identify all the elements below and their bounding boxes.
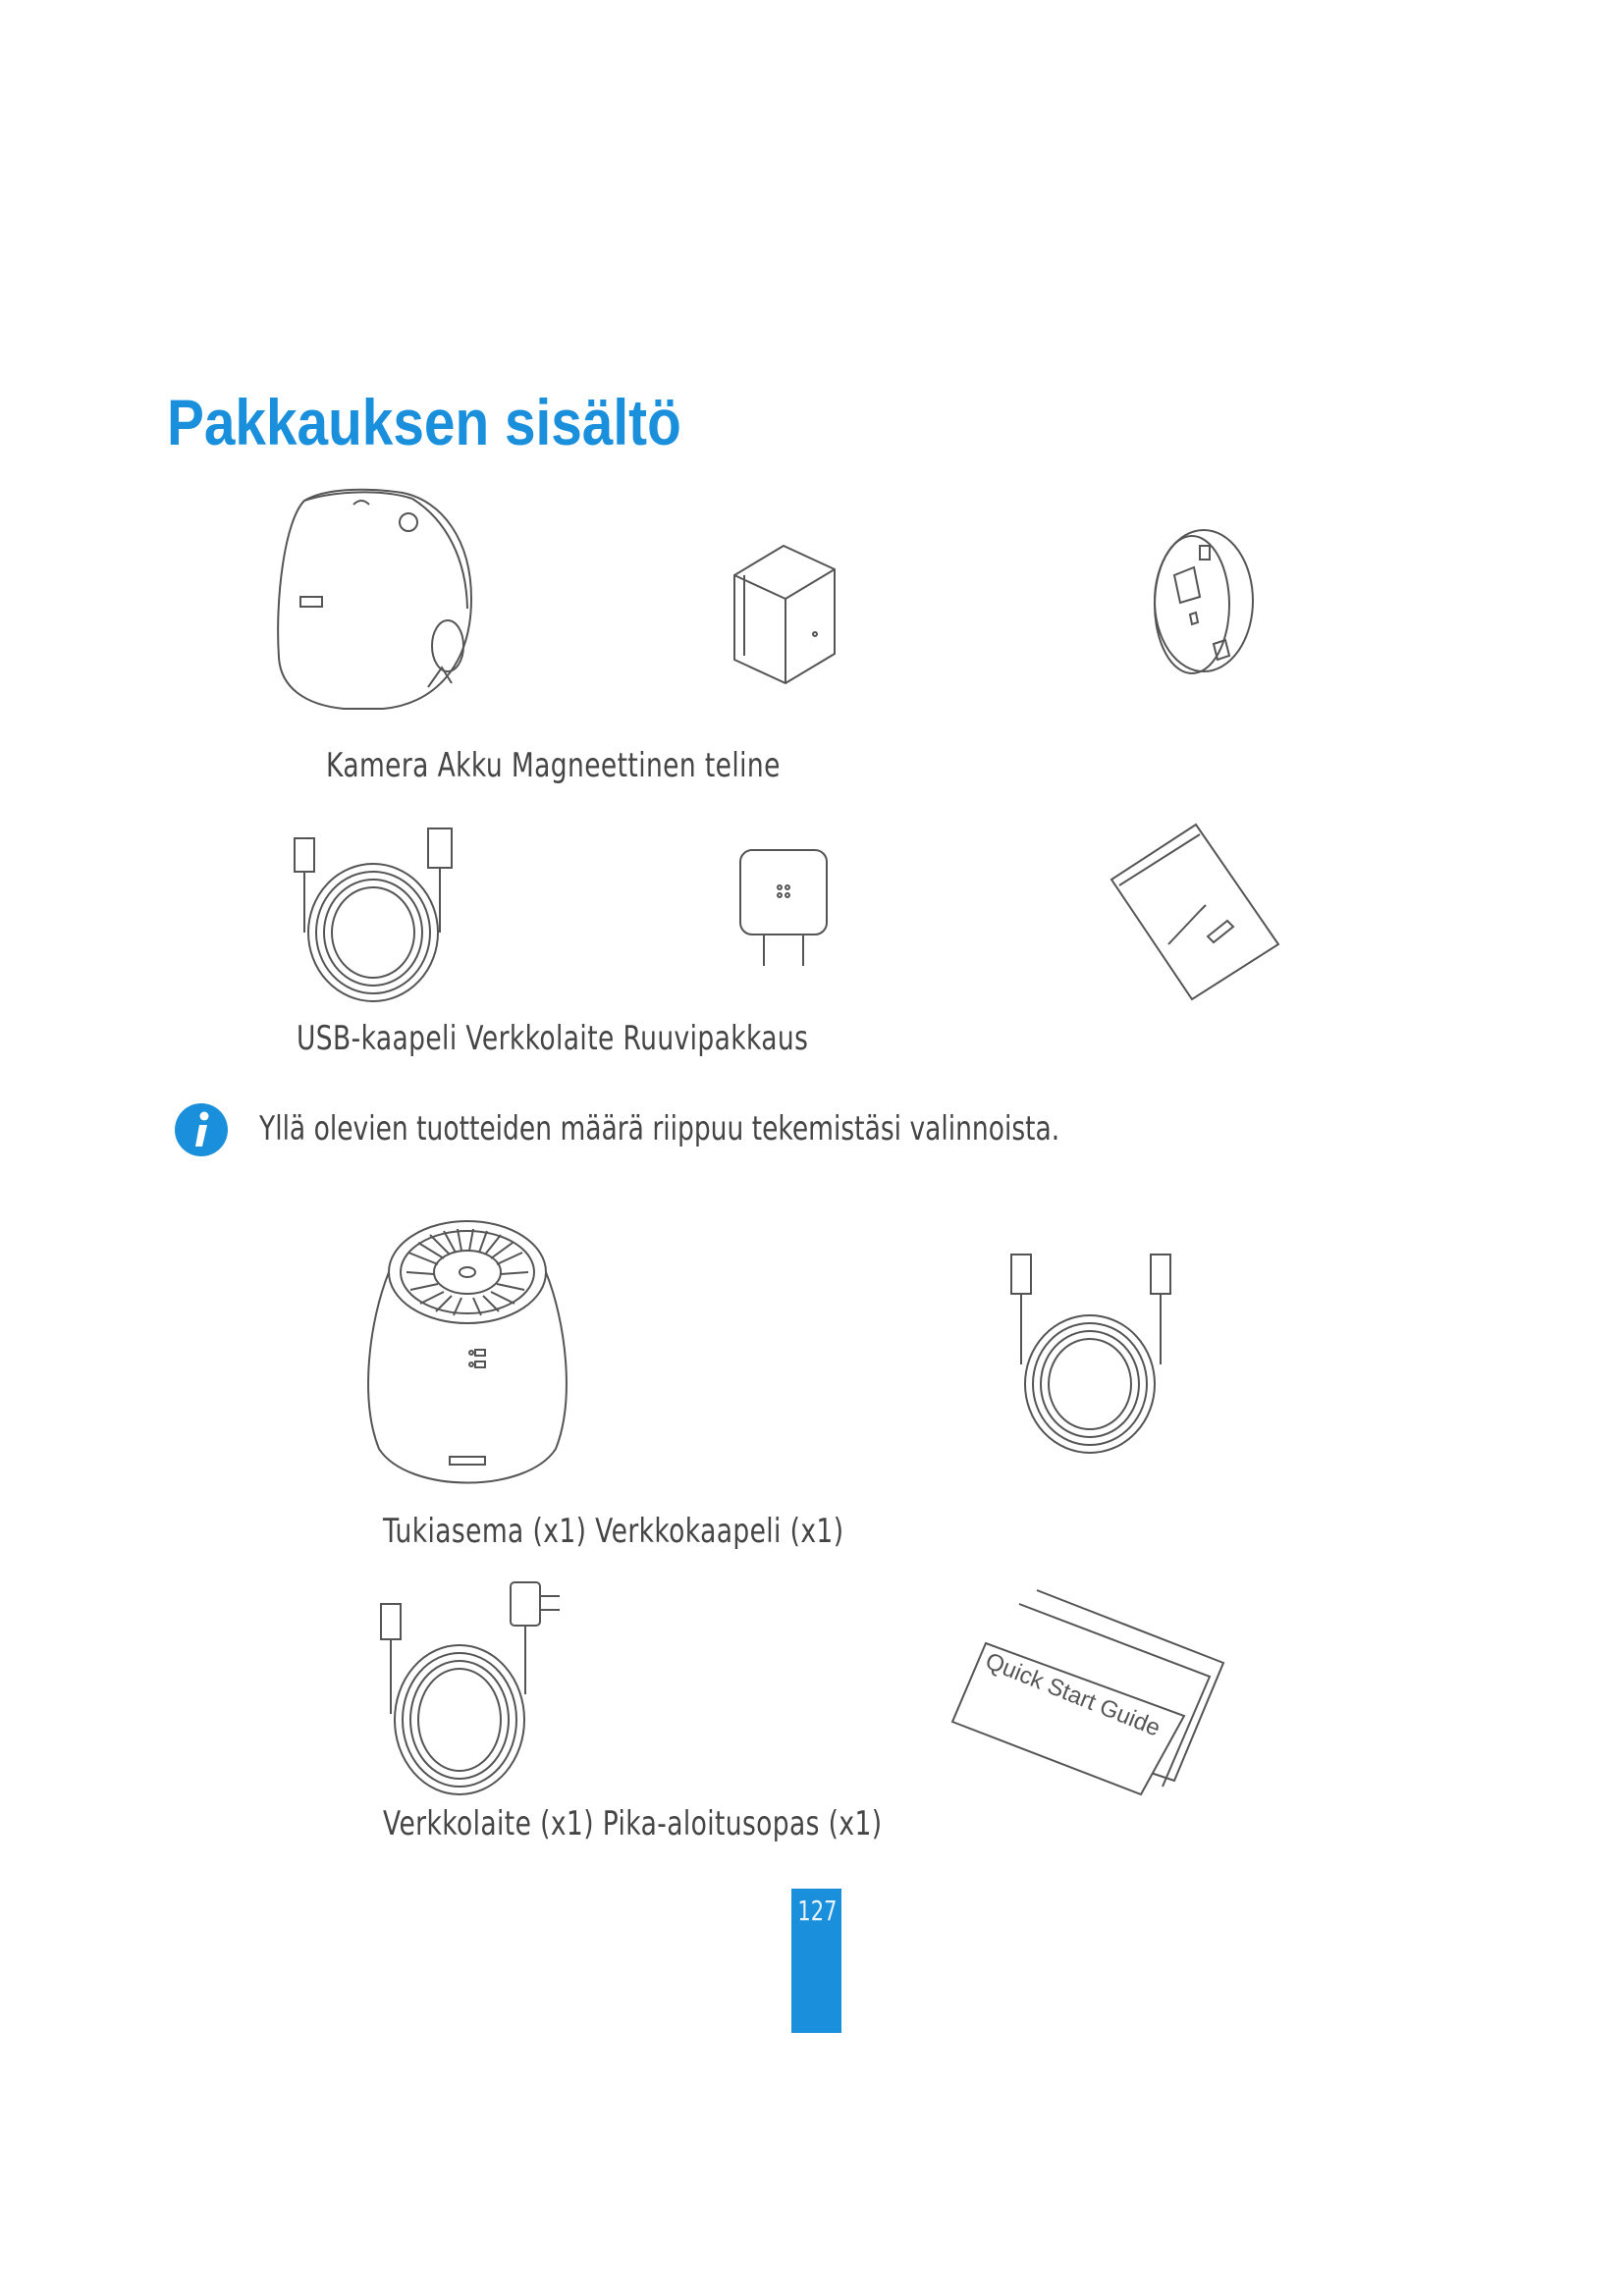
camera-illustration	[265, 481, 481, 736]
battery-illustration	[725, 536, 842, 693]
note-text: Yllä olevien tuotteiden määrä riippuu tekemistäsi valinnoista.	[259, 1109, 1060, 1148]
power-adapter-cable-illustration	[373, 1576, 579, 1802]
quick-start-guide-illustration	[948, 1584, 1233, 1800]
usb-cable-illustration	[285, 815, 471, 1011]
page-number: 127	[797, 1895, 838, 1927]
base-station-illustration	[359, 1213, 575, 1498]
caption-row2: USB-kaapeli Verkkolaite Ruuvipakkaus	[297, 1019, 809, 1058]
screw-kit-illustration	[1106, 821, 1282, 1007]
info-icon	[173, 1101, 230, 1158]
caption-row4: Verkkolaite (x1) Pika-aloitusopas (x1)	[383, 1804, 883, 1843]
network-cable-illustration	[1003, 1247, 1180, 1463]
caption-row1: Kamera Akku Magneettinen teline	[326, 746, 781, 785]
magnetic-mount-illustration	[1135, 516, 1263, 683]
guide-cover-text: Quick Start Guide	[981, 1647, 1164, 1742]
caption-row3: Tukiasema (x1) Verkkokaapeli (x1)	[383, 1512, 844, 1551]
power-adapter-illustration	[734, 844, 833, 972]
page-title: Pakkauksen sisältö	[167, 386, 681, 458]
